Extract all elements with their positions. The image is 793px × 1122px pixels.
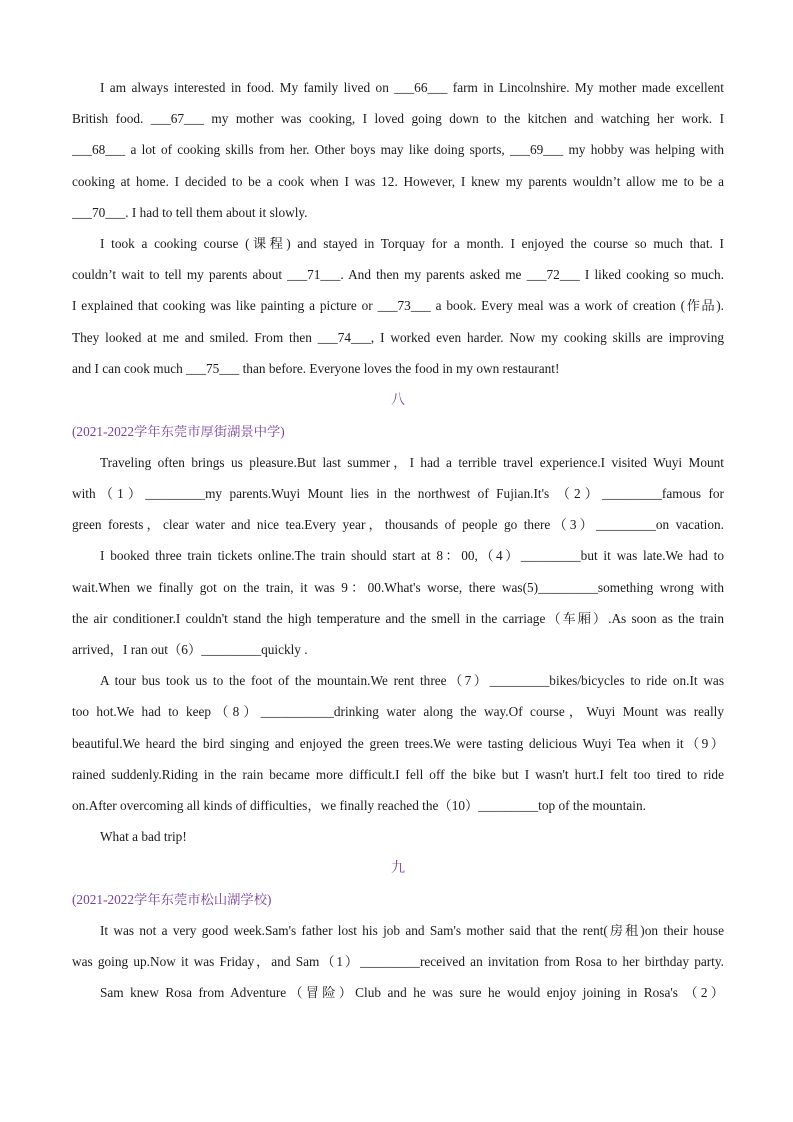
section-source: (2021-2022学年东莞市厚街湖景中学): [72, 424, 285, 439]
paragraph-line: A tour bus took us to the foot of the mountain.We rent three（7）_________bikes/bicycles to ride on.It was: [100, 673, 724, 688]
paragraph-line: was going up.Now it was Friday，and Sam（1）_________received an invitation from Rosa to her birthday party.: [72, 954, 724, 969]
paragraph-line: and I can cook much ___75___ than before. Everyone loves the food in my own restaurant!: [72, 361, 560, 376]
section-title: 八: [391, 393, 405, 408]
paragraph-line: too hot.We had to keep（8）___________drinking water along the way.Of course，Wuyi Mount was really: [72, 704, 724, 719]
paragraph-line: I took a cooking course (课程) and stayed in Torquay for a month. I enjoyed the course so much that. I: [100, 236, 724, 251]
paragraph-line: Traveling often brings us pleasure.But last summer，I had a terrible travel experience.I visited Wuyi Mount: [100, 455, 724, 470]
paragraph-line: I am always interested in food. My family lived on ___66___ farm in Lincolnshire. My mother made excellent: [100, 80, 724, 95]
paragraph-line: on.After overcoming all kinds of difficulties，we finally reached the（10）_________top of the mountain.: [72, 798, 646, 813]
paragraph-line: rained suddenly.Riding in the rain became more difficult.I fell off the bike but I wasn't hurt.I felt too tired to ride: [72, 767, 724, 782]
section-source: (2021-2022学年东莞市松山湖学校): [72, 892, 272, 907]
paragraph-line: British food. ___67___ my mother was cooking, I loved going down to the kitchen and watching her work. I: [72, 111, 724, 126]
paragraph-line: What a bad trip!: [100, 829, 187, 844]
paragraph-line: They looked at me and smiled. From then ___74___, I worked even harder. Now my cooking skills are improving: [72, 330, 724, 345]
paragraph-line: the air conditioner.I couldn't stand the high temperature and the smell in the carriage（车厢）.As soon as the train: [72, 611, 724, 626]
paragraph-line: ___70___. I had to tell them about it slowly.: [72, 205, 308, 220]
paragraph-line: I booked three train tickets online.The train should start at 8：00,（4）_________but it was late.We had to: [100, 548, 724, 563]
paragraph-line: green forests，clear water and nice tea.Every year，thousands of people go there（3）_________on vacation.: [72, 517, 724, 532]
paragraph-line: wait.When we finally got on the train, it was 9：00.What's worse, there was(5)_________something wrong with: [72, 580, 724, 595]
paragraph-line: couldn’t wait to tell my parents about ___71___. And then my parents asked me ___72___ I liked cooking so much.: [72, 267, 724, 282]
paragraph-line: ___68___ a lot of cooking skills from her. Other boys may like doing sports, ___69___ my hobby was helping with: [72, 142, 724, 157]
paragraph-line: Sam knew Rosa from Adventure（冒险）Club and he was sure he would enjoy joining in Rosa's （2）: [100, 985, 724, 1000]
paragraph-line: beautiful.We heard the bird singing and enjoyed the green trees.We were tasting delicious Wuyi Tea when it（9）: [72, 736, 724, 751]
paragraph-line: with（1）_________my parents.Wuyi Mount lies in the northwest of Fujian.It's （2）_________famous for: [72, 486, 724, 501]
section-title: 九: [391, 861, 405, 876]
paragraph-line: It was not a very good week.Sam's father lost his job and Sam's mother said that the rent(房租)on their house: [100, 923, 724, 938]
paragraph-line: arrived，I ran out（6）_________quickly .: [72, 642, 308, 657]
paragraph-line: cooking at home. I decided to be a cook when I was 12. However, I knew my parents wouldn’t allow me to be a: [72, 174, 724, 189]
paragraph-line: I explained that cooking was like painting a picture or ___73___ a book. Every meal was a work of creation (作品).: [72, 298, 724, 313]
